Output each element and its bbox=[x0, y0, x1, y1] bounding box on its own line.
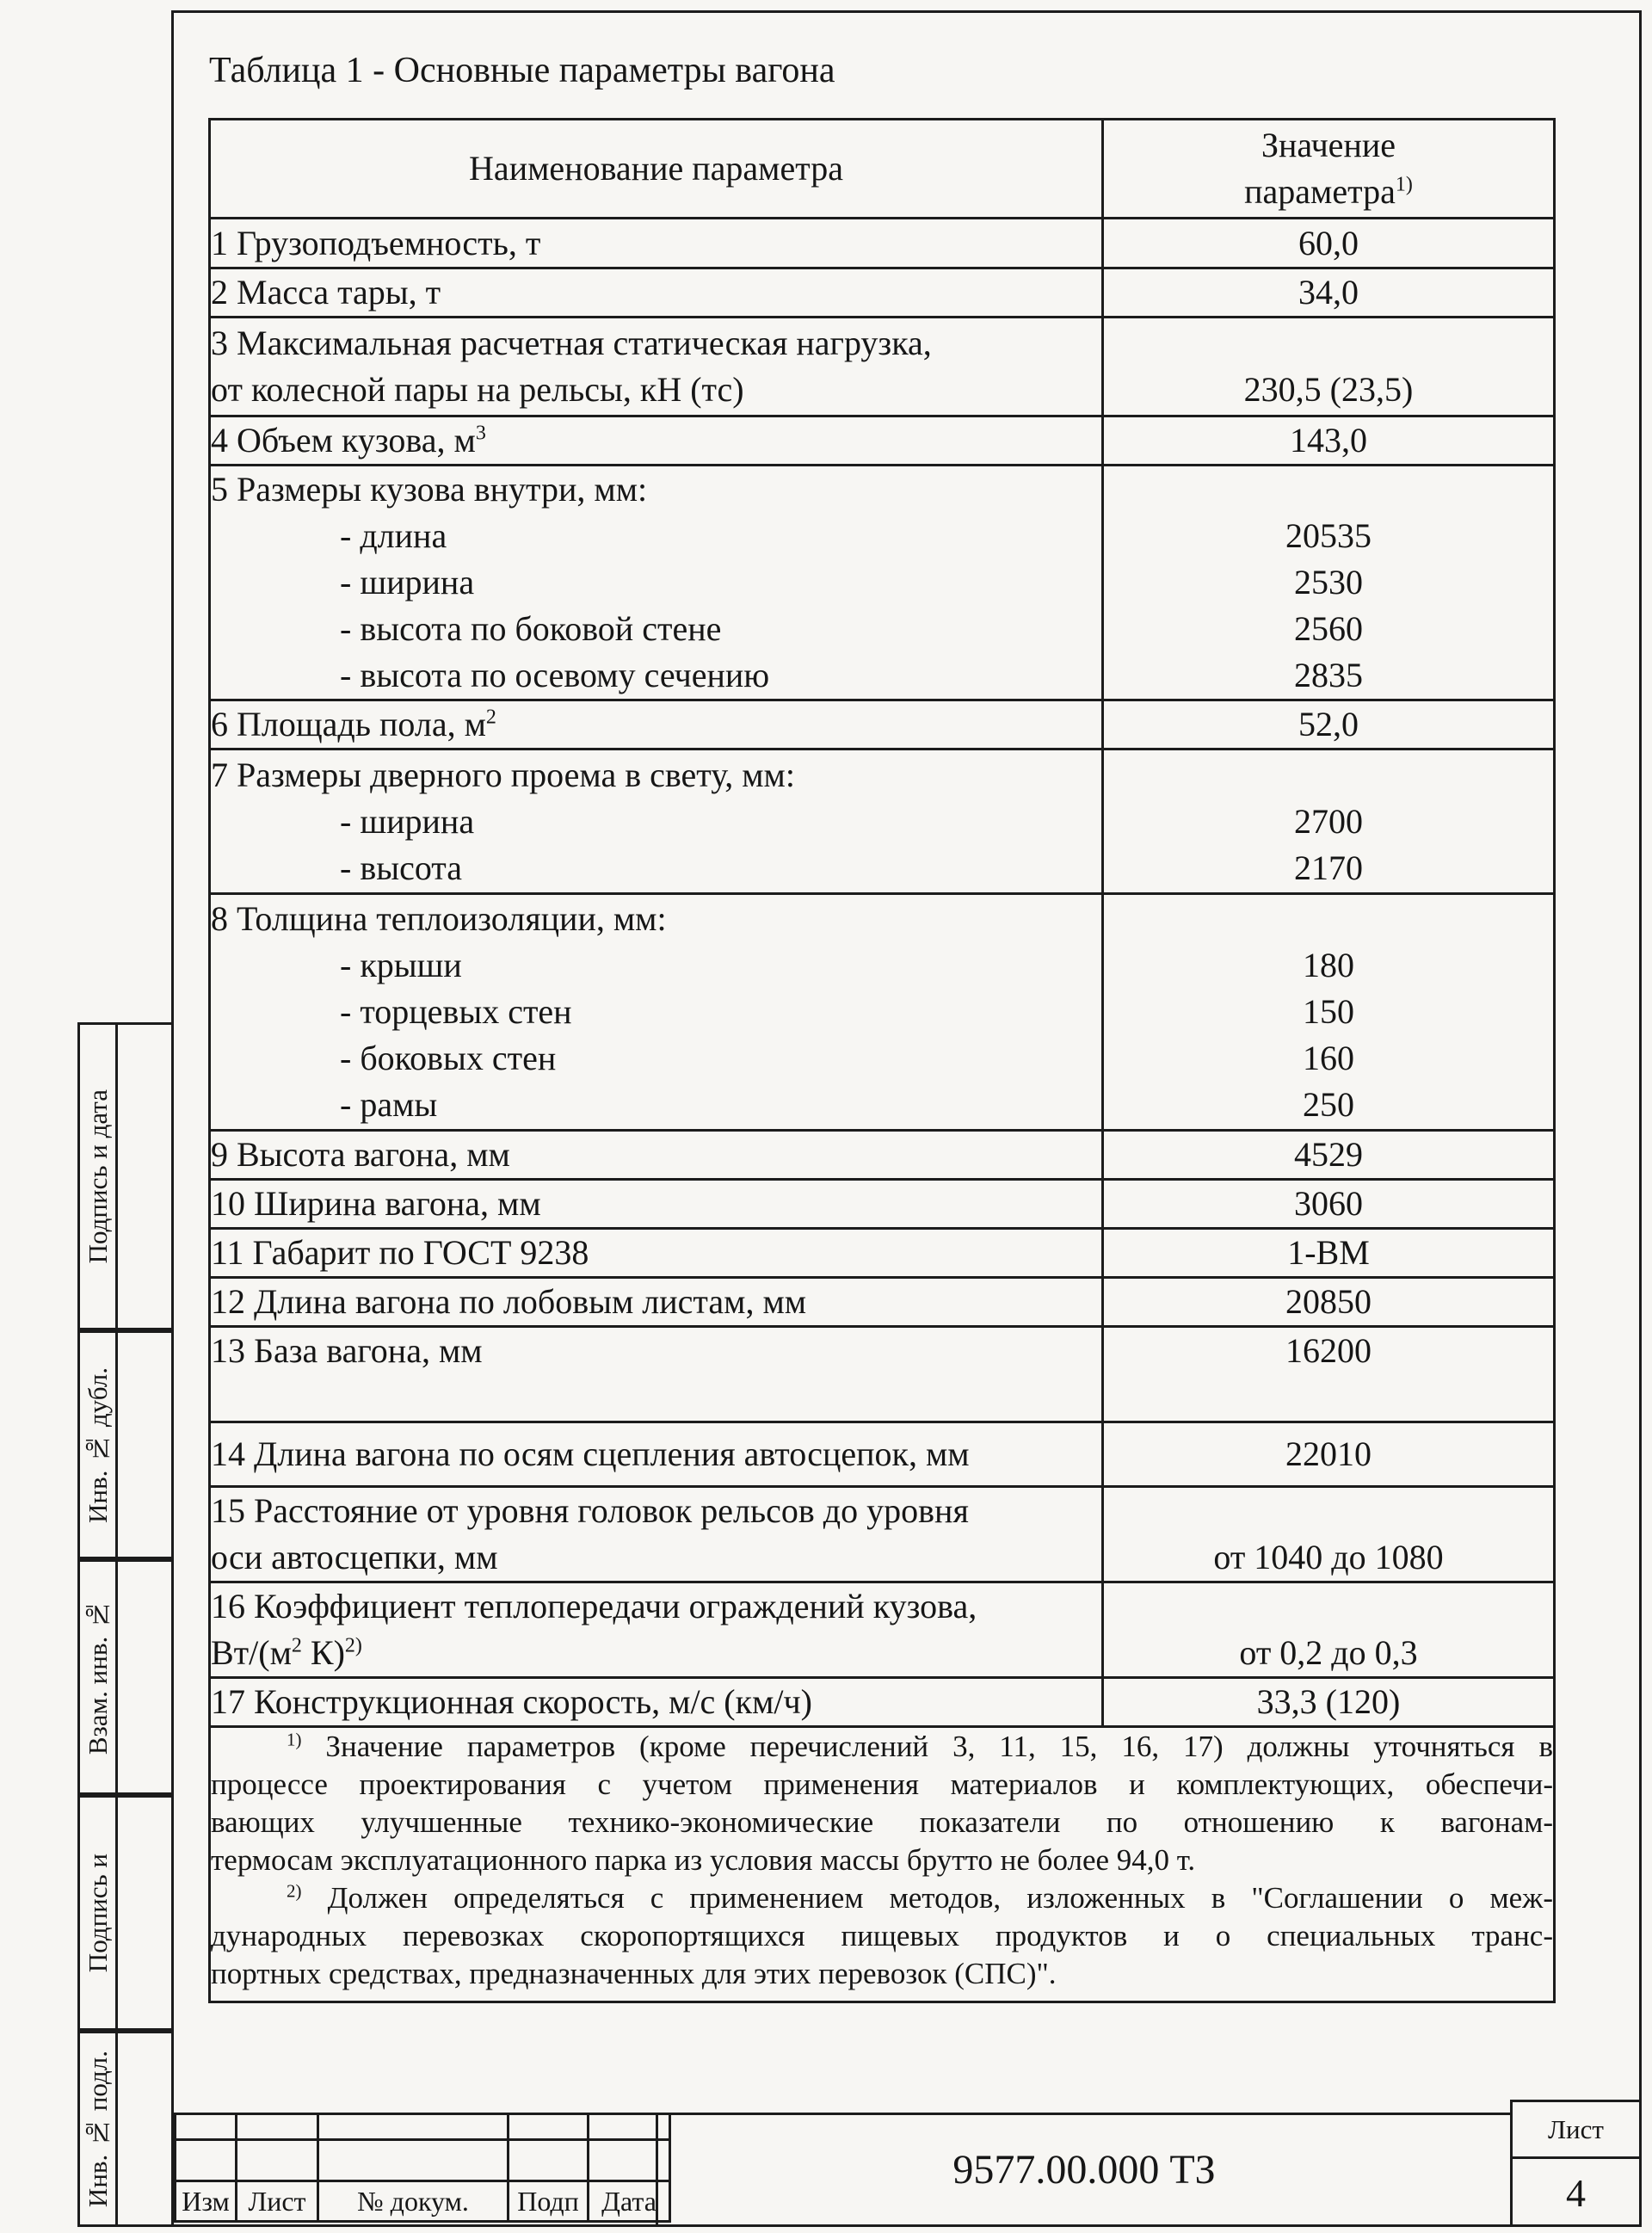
param-value-line: 160 bbox=[1303, 1039, 1354, 1077]
param-name-line: - боковых стен bbox=[340, 1039, 557, 1077]
stamp-label-cell bbox=[77, 2031, 118, 2227]
param-value-cell bbox=[1103, 318, 1555, 416]
param-name-line: 8 Толщина теплоизоляции, мм: bbox=[211, 899, 667, 938]
table-caption: Таблица 1 - Основные параметры вагона bbox=[209, 51, 835, 90]
stamp-empty-cell bbox=[115, 1795, 174, 2031]
param-value-line: 143,0 bbox=[1290, 421, 1367, 460]
stamp-empty-cell bbox=[115, 1022, 174, 1330]
param-name-line: 3 Максимальная расчетная статическая нагрузка, bbox=[211, 324, 932, 362]
param-name-cell bbox=[210, 1422, 1103, 1487]
table-row bbox=[210, 1180, 1555, 1229]
param-name-line: 5 Размеры кузова внутри, мм: bbox=[211, 470, 648, 509]
stamp-label-cell bbox=[77, 1022, 118, 1330]
param-name-line: 2 Масса тары, т bbox=[211, 273, 441, 312]
param-value-cell bbox=[1103, 219, 1555, 268]
table-row bbox=[210, 1678, 1555, 1727]
param-value-line: 22010 bbox=[1285, 1434, 1372, 1473]
param-name-cell bbox=[210, 1278, 1103, 1327]
param-name-line: - ширина bbox=[340, 563, 475, 601]
param-value-cell bbox=[1103, 894, 1555, 1131]
parameters-table bbox=[208, 118, 1556, 2003]
param-name-cell bbox=[210, 1582, 1103, 1678]
superscript: 2 bbox=[291, 1634, 302, 1657]
param-name-cell bbox=[210, 1131, 1103, 1180]
sheet-number-box bbox=[1510, 2100, 1642, 2227]
column-header-parameter-value: Значение параметра$^{1)}$ bbox=[1103, 120, 1555, 219]
titleblock-column-label: Дата bbox=[589, 2181, 670, 2222]
table-row bbox=[210, 1278, 1555, 1327]
param-name-cell bbox=[210, 749, 1103, 894]
titleblock-empty-cell bbox=[318, 2140, 509, 2181]
table-row bbox=[210, 1422, 1555, 1487]
document-number-cell: 9577.00.000 ТЗ bbox=[656, 2113, 1513, 2227]
footnotes-row bbox=[210, 1727, 1555, 2002]
titleblock-grid-row bbox=[176, 2181, 670, 2222]
titleblock-empty-cell bbox=[509, 2114, 589, 2140]
param-value-line bbox=[1104, 320, 1553, 367]
stamp-label-cell bbox=[77, 1559, 118, 1795]
titleblock-revision-grid bbox=[174, 2113, 671, 2223]
param-value-cell bbox=[1103, 1278, 1555, 1327]
stamp-label-text: Подпись и bbox=[82, 1853, 113, 1973]
footnote-line: процессе проектирования с учетом применения материалов и комплектующих, обеспечи- bbox=[211, 1767, 1553, 1801]
stamp-empty-cell bbox=[115, 2031, 174, 2227]
param-value-line: 33,3 (120) bbox=[1256, 1682, 1401, 1721]
superscript: 1) bbox=[287, 1729, 302, 1750]
param-value-line: 16200 bbox=[1285, 1331, 1372, 1370]
param-name-line: 1 Грузоподъемность, т bbox=[211, 223, 541, 262]
footnote-line: $^{2)}$ Должен определяться с применением методов, изложенных в "Соглашении о меж- bbox=[287, 1880, 1553, 1915]
footnote-line: вающих улучшенные технико-экономические показатели по отношению к вагонам- bbox=[211, 1805, 1553, 1839]
titleblock-empty-cell bbox=[509, 2140, 589, 2181]
param-value-cell bbox=[1103, 1327, 1555, 1422]
param-name-cell bbox=[210, 700, 1103, 749]
titleblock-column-label: Лист bbox=[237, 2181, 318, 2222]
param-name-cell bbox=[210, 1327, 1103, 1422]
param-value-line: 2700 bbox=[1294, 801, 1363, 841]
param-name-cell bbox=[210, 219, 1103, 268]
param-value-cell bbox=[1103, 749, 1555, 894]
param-value-line: 1-ВМ bbox=[1287, 1233, 1370, 1272]
param-name-line: 14 Длина вагона по осям сцепления автосцепок, мм bbox=[211, 1434, 970, 1473]
table-row bbox=[210, 700, 1555, 749]
param-name-line: - ширина bbox=[340, 801, 475, 841]
titleblock-empty-cell bbox=[237, 2140, 318, 2181]
titleblock-grid-row bbox=[176, 2114, 670, 2140]
table-row bbox=[210, 1327, 1555, 1422]
param-name-cell bbox=[210, 894, 1103, 1131]
footnotes-cell bbox=[210, 1727, 1555, 2002]
param-value-line: 2835 bbox=[1294, 656, 1363, 694]
stamp-empty-cell bbox=[115, 1330, 174, 1559]
param-value-line bbox=[1104, 466, 1553, 513]
param-value-line: 2530 bbox=[1294, 563, 1363, 601]
table-row bbox=[210, 416, 1555, 466]
table-row bbox=[210, 894, 1555, 1131]
param-name-line: 11 Габарит по ГОСТ 9238 bbox=[211, 1233, 589, 1272]
param-value-line bbox=[1104, 896, 1553, 942]
param-value-cell bbox=[1103, 1487, 1555, 1582]
param-value-cell bbox=[1103, 1180, 1555, 1229]
footnote-line: $^{1)}$ Значение параметров (кроме перечислений 3, 11, 15, 16, 17) должны уточняться в bbox=[287, 1729, 1553, 1763]
titleblock-empty-cell bbox=[176, 2140, 237, 2181]
param-name-cell bbox=[210, 1487, 1103, 1582]
param-name-line: - высота по боковой стене bbox=[340, 609, 722, 648]
param-name-line: оси автосцепки, мм bbox=[211, 1538, 498, 1576]
param-name-line: 7 Размеры дверного проема в свету, мм: bbox=[211, 755, 795, 794]
superscript: 2 bbox=[485, 706, 496, 729]
param-name-line: 10 Ширина вагона, мм bbox=[211, 1184, 541, 1223]
table-row bbox=[210, 1131, 1555, 1180]
param-value-cell bbox=[1103, 1678, 1555, 1727]
param-value-cell bbox=[1103, 268, 1555, 318]
param-name-cell bbox=[210, 1180, 1103, 1229]
param-name-line: - высота bbox=[340, 848, 463, 887]
footnote-line: дународных перевозках скоропортящихся пищевых продуктов и о специальных транс- bbox=[211, 1919, 1553, 1952]
param-name-line: 6 Площадь пола, $м^2$ bbox=[211, 705, 496, 743]
param-value-cell bbox=[1103, 466, 1555, 700]
stamp-label-text: Инв. № подл. bbox=[82, 2050, 113, 2208]
param-value-cell bbox=[1103, 416, 1555, 466]
frame-top-border bbox=[171, 10, 1642, 13]
param-name-line: 17 Конструкционная скорость, м/с (км/ч) bbox=[211, 1682, 812, 1721]
param-value-line: 3060 bbox=[1294, 1184, 1363, 1223]
param-name-line: $Вт/(м^2$ К)$^{2)}$ bbox=[211, 1633, 362, 1672]
param-name-cell bbox=[210, 1229, 1103, 1278]
sheet-label: Лист bbox=[1513, 2102, 1639, 2159]
param-value-line: 20535 bbox=[1285, 516, 1372, 555]
table-row bbox=[210, 749, 1555, 894]
param-name-line: - торцевых стен bbox=[340, 992, 572, 1031]
table-row bbox=[210, 1229, 1555, 1278]
params-table-body bbox=[210, 120, 1555, 2002]
param-value-line: от 1040 до 1080 bbox=[1213, 1538, 1444, 1576]
column-header-parameter-name: Наименование параметра bbox=[210, 120, 1103, 219]
stamp-label-cell bbox=[77, 1330, 118, 1559]
param-name-line: 15 Расстояние от уровня головок рельсов до уровня bbox=[211, 1491, 969, 1530]
param-name-cell bbox=[210, 1678, 1103, 1727]
param-value-line: от 0,2 до 0,3 bbox=[1239, 1633, 1418, 1672]
titleblock-empty-cell bbox=[176, 2114, 237, 2140]
table-header-row bbox=[210, 120, 1555, 219]
table-row bbox=[210, 1487, 1555, 1582]
titleblock-column-label: № докум. bbox=[318, 2181, 509, 2222]
titleblock-empty-cell bbox=[237, 2114, 318, 2140]
stamp-label-cell bbox=[77, 1795, 118, 2031]
param-name-line: 9 Высота вагона, мм bbox=[211, 1135, 510, 1174]
superscript: 2) bbox=[287, 1880, 302, 1902]
table-row bbox=[210, 466, 1555, 700]
footnote-line: портных средствах, предназначенных для этих перевозок (СПС)". bbox=[211, 1957, 1057, 1990]
footnote-line: термосам эксплуатационного парка из условия массы брутто не более 94,0 т. bbox=[211, 1843, 1196, 1877]
frame-right-border bbox=[1639, 10, 1642, 2227]
param-value-line: 20850 bbox=[1285, 1282, 1372, 1321]
param-value-line: 180 bbox=[1303, 946, 1354, 984]
stamp-empty-cell bbox=[115, 1559, 174, 1795]
param-value-line: 250 bbox=[1303, 1085, 1354, 1124]
param-value-line: 2560 bbox=[1294, 609, 1363, 648]
param-value-line: 60,0 bbox=[1298, 223, 1359, 262]
param-value-cell bbox=[1103, 1422, 1555, 1487]
param-value-line bbox=[1104, 1374, 1553, 1421]
titleblock-column-label: Подп bbox=[509, 2181, 589, 2222]
param-value-line: 2170 bbox=[1294, 848, 1363, 887]
param-value-line: 4529 bbox=[1294, 1135, 1363, 1174]
param-name-line: 12 Длина вагона по лобовым листам, мм bbox=[211, 1282, 807, 1321]
param-value-cell bbox=[1103, 700, 1555, 749]
stamp-label-text: Подпись и дата bbox=[82, 1089, 113, 1264]
stamp-label-text: Взам. инв. № bbox=[82, 1599, 113, 1755]
param-name-cell bbox=[210, 268, 1103, 318]
superscript: 3 bbox=[475, 422, 486, 445]
stamp-label-text: Инв. № дубл. bbox=[82, 1366, 113, 1523]
param-value-line bbox=[1104, 1488, 1553, 1534]
superscript: 1) bbox=[1395, 173, 1413, 196]
param-name-line: - крыши bbox=[340, 946, 462, 984]
param-name-line bbox=[211, 1374, 1101, 1421]
param-name-line: - рамы bbox=[340, 1085, 438, 1124]
param-name-cell bbox=[210, 416, 1103, 466]
titleblock-column-label: Изм bbox=[176, 2181, 237, 2222]
param-name-line: от колесной пары на рельсы, кН (тс) bbox=[211, 370, 744, 409]
param-name-line: 13 База вагона, мм bbox=[211, 1331, 483, 1370]
param-value-cell bbox=[1103, 1582, 1555, 1678]
param-name-cell bbox=[210, 466, 1103, 700]
param-value-cell bbox=[1103, 1131, 1555, 1180]
table-row bbox=[210, 318, 1555, 416]
titleblock-empty-cell bbox=[318, 2114, 509, 2140]
table-row bbox=[210, 268, 1555, 318]
table-row bbox=[210, 1582, 1555, 1678]
superscript: 2) bbox=[344, 1634, 362, 1657]
param-name-cell bbox=[210, 318, 1103, 416]
param-value-cell bbox=[1103, 1229, 1555, 1278]
param-value-line bbox=[1104, 1583, 1553, 1630]
titleblock-grid-row bbox=[176, 2140, 670, 2181]
table-row bbox=[210, 219, 1555, 268]
param-value-line: 230,5 (23,5) bbox=[1243, 370, 1414, 409]
param-name-line: - длина bbox=[340, 516, 447, 555]
param-name-line: 16 Коэффициент теплопередачи ограждений кузова, bbox=[211, 1587, 977, 1625]
sheet-number: 4 bbox=[1566, 2171, 1586, 2215]
param-value-line: 150 bbox=[1303, 992, 1354, 1031]
param-value-line: 34,0 bbox=[1298, 273, 1359, 312]
param-name-line: - высота по осевому сечению bbox=[340, 656, 770, 694]
param-name-line: 4 Объем кузова, $м^3$ bbox=[211, 421, 486, 460]
param-value-line bbox=[1104, 752, 1553, 799]
param-value-line: 52,0 bbox=[1298, 705, 1359, 743]
